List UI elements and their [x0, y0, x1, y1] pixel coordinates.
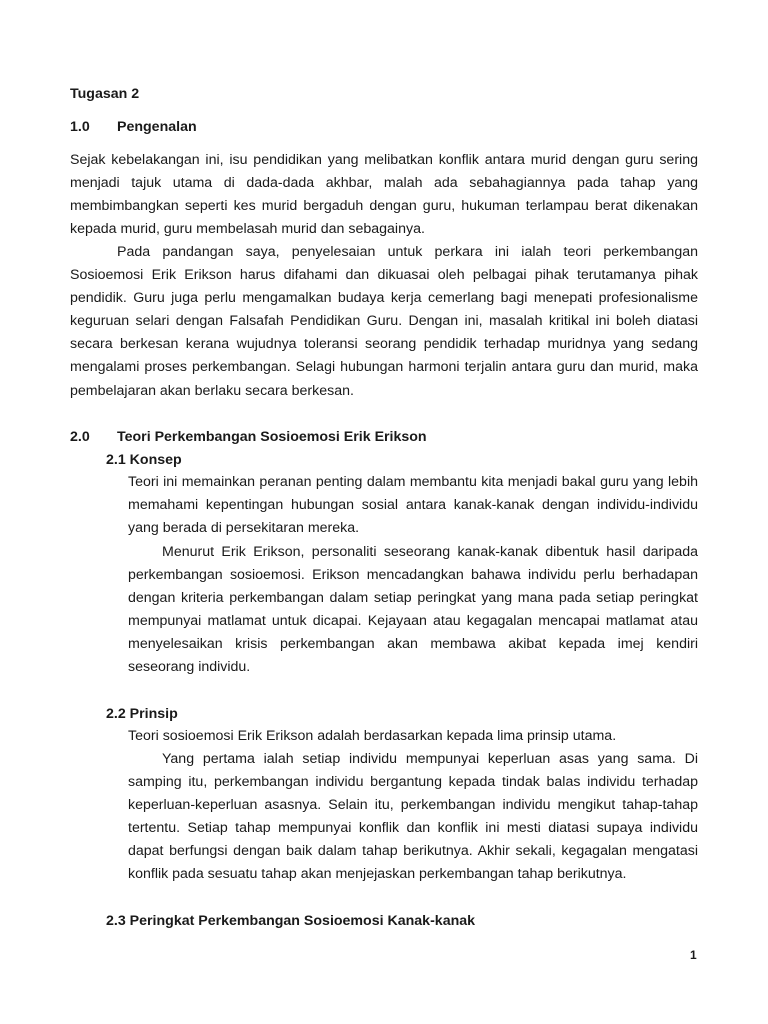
document-title: Tugasan 2: [70, 86, 140, 102]
section-1-paragraph-2: Pada pandangan saya, penyelesaian untuk perkara ini ialah teori perkembangan Sosioemosi Erik Erikson harus difahami dan dikuasai oleh pelbagai pihak terutamanya pihak pendidik. Guru juga perlu mengamalkan budaya kerja cemerlang bagi menepati profesionalisme keguruan selari dengan Falsafah Pendidikan Guru. Dengan ini, masalah kritikal ini boleh diatasi secara berkesan kerana wujudnya toleransi seorang pendidik terhadap muridnya yang sedang mengalami proses perkembangan. Selagi hubungan harmoni terjalin antara guru dan murid, maka pembelajaran akan berlaku secara berkesan.: [70, 244, 698, 399]
subsection-2-2-paragraph-1: Teori sosioemosi Erik Erikson adalah berdasarkan kepada lima prinsip utama.: [128, 728, 617, 744]
section-2-heading: [70, 429, 427, 445]
section-1-title: Pengenalan: [117, 119, 197, 135]
section-1-number: 1.0: [70, 119, 90, 135]
section-2-title: Teori Perkembangan Sosioemosi Erik Erikson: [117, 429, 427, 445]
section-1-paragraph-1: Sejak kebelakangan ini, isu pendidikan yang melibatkan konflik antara murid dengan guru sering menjadi tajuk utama di dada-dada akhbar, malah ada sebahagiannya pada tahap yang membimbangkan seperti kes murid bergaduh dengan guru, hukuman terlampau berat dikenakan kepada murid, guru membelasah murid dan sebagainya.: [70, 152, 698, 238]
section-2-number: 2.0: [70, 429, 90, 445]
subsection-2-1-heading: 2.1 Konsep: [106, 452, 182, 468]
subsection-2-1-paragraph-2: Menurut Erik Erikson, personaliti seseorang kanak-kanak dibentuk hasil daripada perkembangan sosioemosi. Erikson mencadangkan bahawa individu perlu berhadapan dengan kriteria perkembangan dalam setiap peringkat yang mana pada setiap peringkat mempunyai matlamat untuk dicapai. Kejayaan atau kegagalan mencapai matlamat atau menyelesaikan krisis perkembangan akan membawa akibat kepada imej kendiri seseorang individu.: [128, 544, 698, 676]
subsection-2-2-paragraph-2: Yang pertama ialah setiap individu mempunyai keperluan asas yang sama. Di samping itu, perkembangan individu bergantung kepada tindak balas individu terhadap keperluan-keperluan asasnya. Selain itu, perkembangan individu mengikut tahap-tahap tertentu. Setiap tahap mempunyai konflik dan konflik ini mesti diatasi supaya individu dapat berfungsi dengan baik dalam tahap berikutnya. Akhir sekali, kegagalan mengatasi konflik pada sesuatu tahap akan menjejaskan perkembangan tahap berikutnya.: [128, 751, 698, 883]
subsection-2-2-heading: 2.2 Prinsip: [106, 706, 178, 722]
page-number: 1: [690, 948, 697, 962]
section-1-heading: [70, 119, 197, 135]
subsection-2-1-paragraph-1: Teori ini memainkan peranan penting dalam membantu kita menjadi bakal guru yang lebih memahami kepentingan hubungan sosial antara kanak-kanak dengan individu-individu yang berada di persekitaran mereka.: [128, 474, 698, 537]
subsection-2-3-heading: 2.3 Peringkat Perkembangan Sosioemosi Kanak-kanak: [106, 913, 476, 929]
